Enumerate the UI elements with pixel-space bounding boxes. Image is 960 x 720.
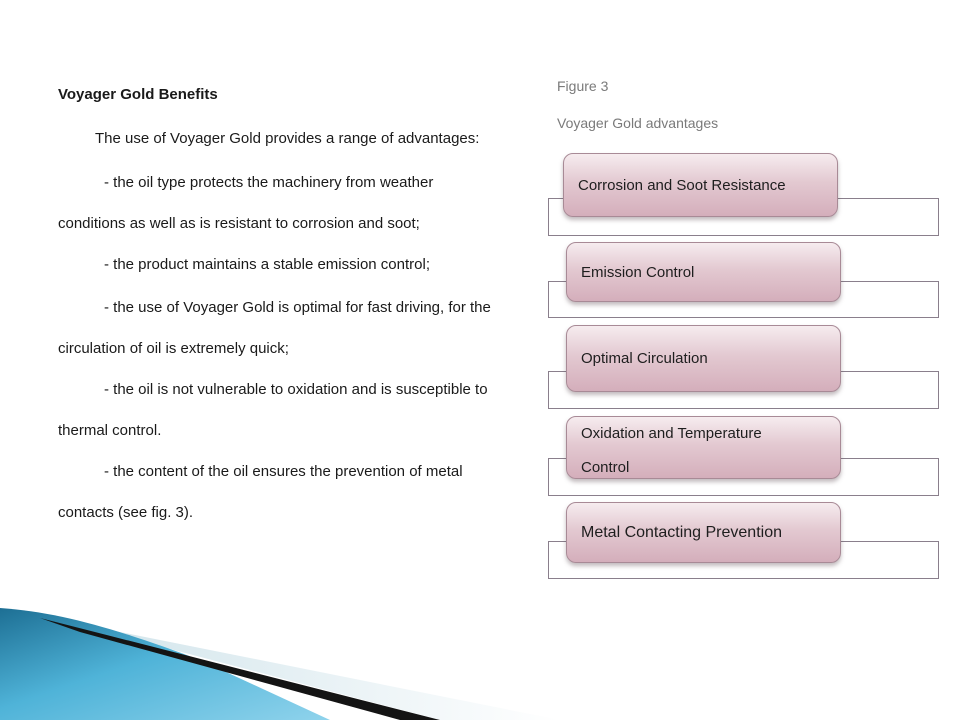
- bullet-line: - the oil is not vulnerable to oxidation and is susceptible to: [104, 381, 488, 398]
- intro-paragraph: The use of Voyager Gold provides a range of advantages:: [95, 130, 480, 147]
- diagram-item-label: Oxidation and Temperature: [581, 425, 762, 442]
- bullet-line: contacts (see fig. 3).: [58, 504, 194, 521]
- diagram-item-label: Control: [581, 459, 630, 476]
- diagram-item-label: Emission Control: [581, 263, 695, 281]
- diagram-item-label: Corrosion and Soot Resistance: [578, 176, 786, 194]
- bullet-line: - the oil type protects the machinery from weather: [104, 174, 434, 191]
- diagram-item-label: Metal Contacting Prevention: [581, 523, 782, 541]
- figure-title: Voyager Gold advantages: [557, 115, 719, 131]
- decorative-swoosh: [0, 580, 960, 720]
- bullet-line: thermal control.: [58, 422, 162, 439]
- bullet-line: circulation of oil is extremely quick;: [58, 340, 289, 357]
- diagram-item-pill: [563, 153, 838, 217]
- bullet-line: conditions as well as is resistant to corrosion and soot;: [58, 215, 420, 232]
- bullet-line: - the use of Voyager Gold is optimal for fast driving, for the: [104, 299, 491, 316]
- diagram-item-pill: [566, 325, 841, 392]
- bullet-line: - the content of the oil ensures the prevention of metal: [104, 463, 463, 480]
- diagram-item-pill: [566, 416, 841, 479]
- diagram-item-label: Optimal Circulation: [581, 350, 708, 367]
- swoosh-blue-wedge: [0, 608, 330, 720]
- figure-label: Figure 3: [557, 78, 609, 94]
- section-heading: Voyager Gold Benefits: [58, 86, 218, 103]
- diagram-item-pill: [566, 242, 841, 302]
- bullet-line: - the product maintains a stable emission control;: [104, 256, 430, 273]
- diagram-item-pill: [566, 502, 841, 563]
